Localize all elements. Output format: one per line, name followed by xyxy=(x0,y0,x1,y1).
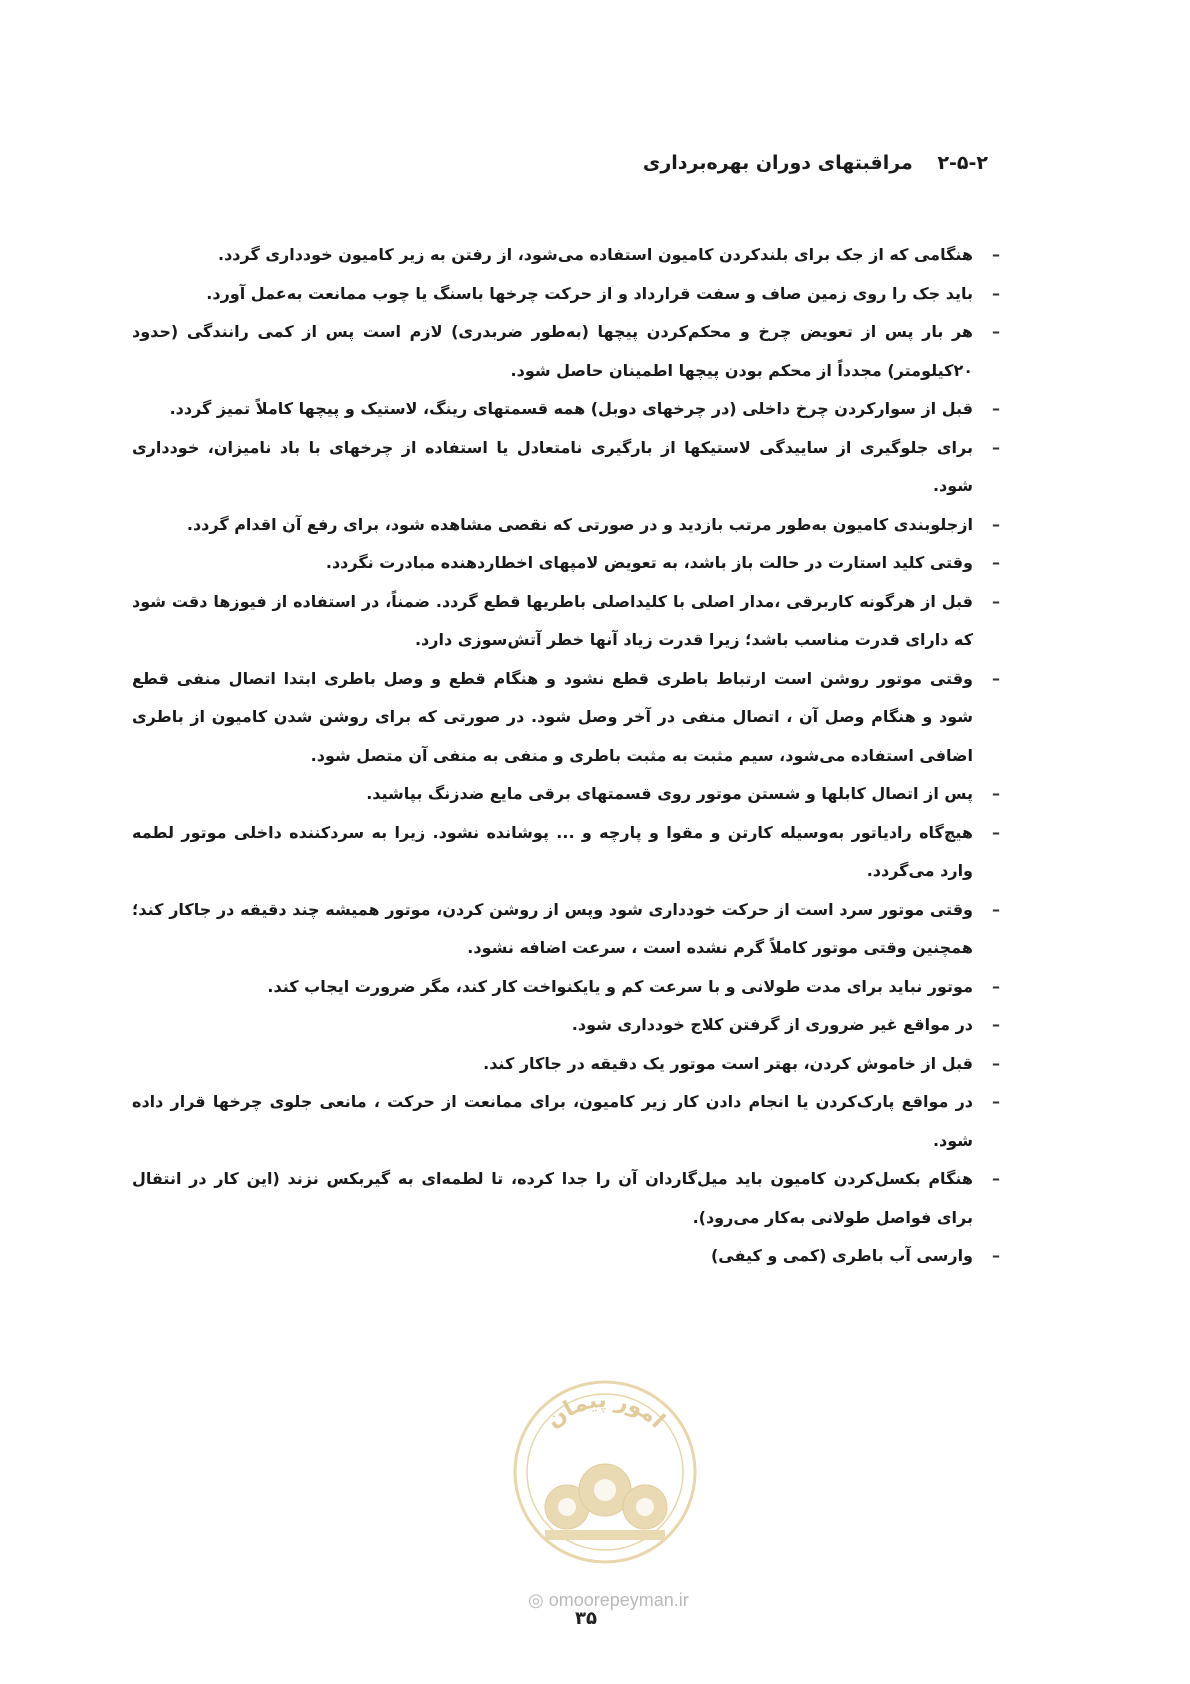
list-item xyxy=(132,275,1000,314)
list-item xyxy=(132,814,1000,891)
list-item xyxy=(132,544,1000,583)
bullet-dash: – xyxy=(992,514,1000,534)
section-number: ۲-۵-۲ xyxy=(937,152,988,174)
section-title: مراقبتهای دوران بهره‌برداری xyxy=(642,152,913,174)
maintenance-list xyxy=(132,236,1000,1276)
list-item-text: قبل از خاموش کردن، بهتر است موتور یک دقیقه در جاکار کند. xyxy=(483,1053,973,1073)
bullet-dash: – xyxy=(992,668,1000,688)
list-item xyxy=(132,390,1000,429)
bullet-dash: – xyxy=(992,591,1000,611)
list-item xyxy=(132,1160,1000,1237)
bullet-dash: – xyxy=(992,399,1000,418)
watermark-url: ◎ omoorepeyman.ir xyxy=(528,1590,689,1610)
bullet-dash: – xyxy=(992,1092,1000,1111)
bullet-dash: – xyxy=(992,1246,1000,1265)
list-item-text: هنگامی که از جک برای بلندکردن کامیون استفاده می‌شود، از رفتن به زیر کامیون خودداری گردد. xyxy=(218,245,973,264)
list-item xyxy=(132,506,1000,545)
list-item xyxy=(132,660,1000,776)
bullet-dash: – xyxy=(992,437,1000,457)
list-item xyxy=(132,775,1000,814)
bullet-dash: – xyxy=(992,976,1000,996)
bullet-dash: – xyxy=(992,245,1000,264)
list-item-text: وقتی کلید استارت در حالت باز باشد، به تعویض لامپهای اخطاردهنده مبادرت نگردد. xyxy=(325,553,973,572)
bullet-dash: – xyxy=(992,1169,1000,1188)
bullet-dash: – xyxy=(992,553,1000,572)
svg-text:امور پیمان: امور پیمان xyxy=(541,1387,670,1434)
list-item xyxy=(132,1083,1000,1160)
list-item xyxy=(132,313,1000,390)
list-item-text: قبل از سوارکردن چرخ داخلی (در چرخهای دوبل) همه قسمتهای رینگ، لاستیک و پیچها کاملاً تمیز گردد. xyxy=(169,399,973,418)
bullet-dash: – xyxy=(992,899,1000,919)
bullet-dash: – xyxy=(992,1015,1000,1034)
bullet-dash: – xyxy=(992,822,1000,842)
page-number: ۳۵ xyxy=(575,1608,597,1629)
list-item xyxy=(132,968,1000,1007)
list-item-text: در مواقع پارک‌کردن یا انجام دادن کار زیر کامیون، برای ممانعت از حرکت ، مانعی جلوی چرخها قرار داده شود. xyxy=(132,1092,973,1150)
list-item xyxy=(132,236,1000,275)
list-item-text: وارسی آب باطری (کمی و کیفی) xyxy=(710,1246,973,1265)
list-item-text: وقتی موتور روشن است ارتباط باطری قطع نشود و هنگام قطع و وصل باطری ابتدا اتصال منفی قطع شود و هنگام وصل آن ، اتصال منفی در آخر وصل شود. در صورتی که برای روشن شدن کامیون از باطری اضافی استفاده می‌شود، سیم مثبت به مثبت باطری و منفی به منفی آن متصل شود. xyxy=(132,668,973,765)
list-item xyxy=(132,891,1000,968)
watermark-logo-icon xyxy=(505,1372,705,1572)
list-item-text: موتور نباید برای مدت طولانی و با سرعت کم و یایکنواخت کار کند، مگر ضرورت ایجاب کند. xyxy=(267,976,973,996)
list-item-text: پس از اتصال کابلها و شستن موتور روی قسمتهای برقی مایع ضدزنگ بپاشید. xyxy=(366,784,973,803)
list-item-text: هنگام بکسل‌کردن کامیون باید میل‌گاردان آن را جدا کرده، تا لطمه‌ای به گیربکس نزند (این کار در انتقال برای فواصل طولانی به‌کار می‌رود). xyxy=(132,1169,973,1227)
list-item-text: برای جلوگیری از ساییدگی لاستیکها از بارگیری نامتعادل یا استفاده از چرخهای با باد نامیزان، خودداری شود. xyxy=(132,437,973,495)
list-item xyxy=(132,429,1000,506)
list-item xyxy=(132,1006,1000,1045)
list-item-text: باید جک را روی زمین صاف و سفت قرارداد و از حرکت چرخها باسنگ یا چوب ممانعت به‌عمل آورد. xyxy=(206,283,973,303)
list-item xyxy=(132,1237,1000,1276)
list-item-text: هر بار پس از تعویض چرخ و محکم‌کردن پیچها (به‌طور ضربدری) لازم است پس از کمی رانندگی (حدود ۲۰کیلومتر) مجدداً از محکم بودن پیچها اطمینان حاصل شود. xyxy=(132,322,973,380)
list-item xyxy=(132,583,1000,660)
section-heading xyxy=(643,152,988,174)
list-item-text: در مواقع غیر ضروری از گرفتن کلاج خودداری شود. xyxy=(571,1015,973,1034)
list-item-text: هیچ‌گاه رادیاتور به‌وسیله کارتن و مقوا و پارچه و ... پوشانده نشود. زیرا به سردکننده داخلی موتور لطمه وارد می‌گردد. xyxy=(132,822,973,880)
bullet-dash: – xyxy=(992,322,1000,341)
list-item-text: قبل از هرگونه کاربرقی ،مدار اصلی با کلیداصلی باطریها قطع گردد. ضمناً، در استفاده از فیوزها دقت شود که دارای قدرت مناسب باشد؛ زیرا قدرت زیاد آنها خطر آتش‌سوزی دارد. xyxy=(132,591,973,649)
list-item-text: وقتی موتور سرد است از حرکت خودداری شود وپس از روشن کردن، موتور همیشه چند دقیقه در جاکار کند؛ همچنین وقتی موتور کاملاً گرم نشده است ، سرعت اضافه نشود. xyxy=(132,899,973,957)
bullet-dash: – xyxy=(992,283,1000,303)
bullet-dash: – xyxy=(992,1053,1000,1073)
list-item-text: ازجلوبندی کامیون به‌طور مرتب بازدید و در صورتی که نقصی مشاهده شود، برای رفع آن اقدام گردد. xyxy=(186,514,973,534)
bullet-dash: – xyxy=(992,784,1000,803)
list-item xyxy=(132,1045,1000,1084)
